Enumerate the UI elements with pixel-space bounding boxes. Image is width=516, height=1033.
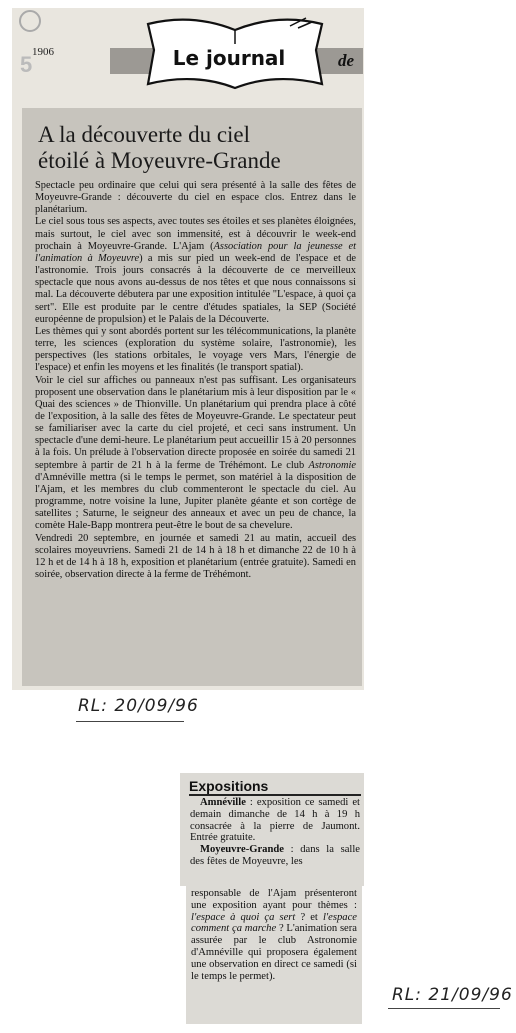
amneville-details: : exposition ce samedi et demain dimanche de 14 h à 19 h consacrée à la pierre de Jaumont. Entrée gratuite. [190,797,360,844]
heading-rule [189,794,361,796]
page-digit-mark: 5 [20,52,33,77]
headline-line-2: étoilé à Moyeuvre-Grande [38,148,281,173]
continuation-paragraph [191,888,357,982]
headline-line-1: A la découverte du ciel [38,122,251,147]
theme-2: l'espace comment ça marche [191,911,358,935]
article-paragraph-4 [35,375,356,533]
article-body [35,180,356,581]
article-headline [38,122,362,174]
handwritten-date-2: RL: 21/09/96 [392,985,513,1005]
moyeuvre-details: : dans la salle des fêtes de Moyeuvre, les [190,844,360,867]
city-moyeuvre: Moyeuvre-Grande [200,844,284,856]
p4-text-b: d'Amnéville mettra (si le temps le permet, son matériel à la disposition de l'Ajam, et les membres du club commenteront le spectacle du ciel. Au programme, notre voisine la lune, Jupiter planète géante et son cortège de satellites ; Saturne, le seigneur des anneaux et avec un peu de chance, la comète Hale-Bapp montrera peut-être le bout de sa chevelure. [35,471,356,532]
article-paragraph-3: Les thèmes qui y sont abordés portent sur les télécommunications, la planète terre, les sciences (exploration du système solaire, l'astronomie), les perspectives (les stations orbitales, le voyage vers Mars, l'énergie de l'espace) et enfin les moyens et les finalités (le transport spatial). [35,325,356,374]
club-name: Astronomie [308,459,356,471]
masthead-suffix: de [338,51,355,70]
expositions-listing [190,797,360,868]
p2-text-a: Le ciel sous tous ses aspects, avec toutes ses étoiles et ses planètes éloignées, mais surtout, le ciel avec son immensité, est à découvrir le week-end prochain à Moyeuvre-Grande. L'Ajam ( [35,216,356,252]
theme-1: l'espace à quoi ça sert [191,911,296,923]
handwritten-underline-1 [76,721,184,722]
listing-amneville [190,797,360,844]
cont-text-a: responsable de l'Ajam présenteront une exposition ayant pour thèmes : [191,888,357,911]
masthead-date: 1906 [32,46,54,58]
p2-text-b: ) a mis sur pied un week-end de l'espace et de l'astronomie. Trois jours consacrés à la découverte de ce merveilleux spectacle que nous avons au-dessus de nos têtes et que nous connaissons si mal. La découverte débutera par une exposition intitulée "L'espace, à quoi ça sert". Elle est produite par le centre d'études spatiales, la SEP (Société européenne de propulsion) et le Palais de la Découverte. [35,252,357,325]
article-paragraph-schedule: Vendredi 20 septembre, en journée et samedi 21 au matin, accueil des scolaires moyeuvriens. Samedi 21 de 14 h à 18 h et dimanche 22 de 10 h à 12 h et de 14 h à 18 h, exposition et planétarium (entrée gratuite). Samedi en soirée, observation directe à la ferme de Tréhémont. [35,532,356,580]
expositions-continuation [191,888,357,982]
article [22,108,362,686]
p4-text-a: Voir le ciel sur affiches ou panneaux n'est pas suffisant. Les organisateurs proposent une observation dans le planétarium mis à leur disposition par le « Quai des sciences » de Thionville. Un planétarium qui prendra place à côté de l'exposition, à la salle des fêtes de Moyeuvre-Grande. Le spectateur peut se familiariser avec la carte du ciel projeté, et ceci sans instrument. Un spectacle d'une demi-heure. Le planétarium peut accueillir 15 à 20 personnes à la fois. Un prélude à l'observation directe proposée en soirée du samedi 21 septembre à partir de 21 h à la ferme de Tréhémont. Le club [35,374,356,471]
article-paragraph-intro: Spectacle peu ordinaire que celui qui sera présenté à la salle des fêtes de Moyeuvre-Grande : découverte du ciel en espace clos. Entrez dans le planétarium. [35,180,356,216]
cont-text-c: ? L'animation sera assurée par le club Astronomie d'Amnéville qui proposera également une observation en direct ce samedi (si le temps le permet). [191,923,357,982]
expositions-heading: Expositions [189,778,269,794]
city-amneville: Amnéville [200,797,246,808]
ajam-full-name: Association pour la jeunesse et l'animation à Moyeuvre [35,240,356,264]
handwritten-underline-2 [388,1008,500,1009]
listing-moyeuvre [190,844,360,868]
handwritten-date-1: RL: 20/09/96 [78,696,199,716]
cont-text-b: ? et [295,911,323,923]
article-paragraph-2 [35,216,356,325]
masthead-title: Le journal [172,46,286,70]
page-number-icon [19,10,41,32]
